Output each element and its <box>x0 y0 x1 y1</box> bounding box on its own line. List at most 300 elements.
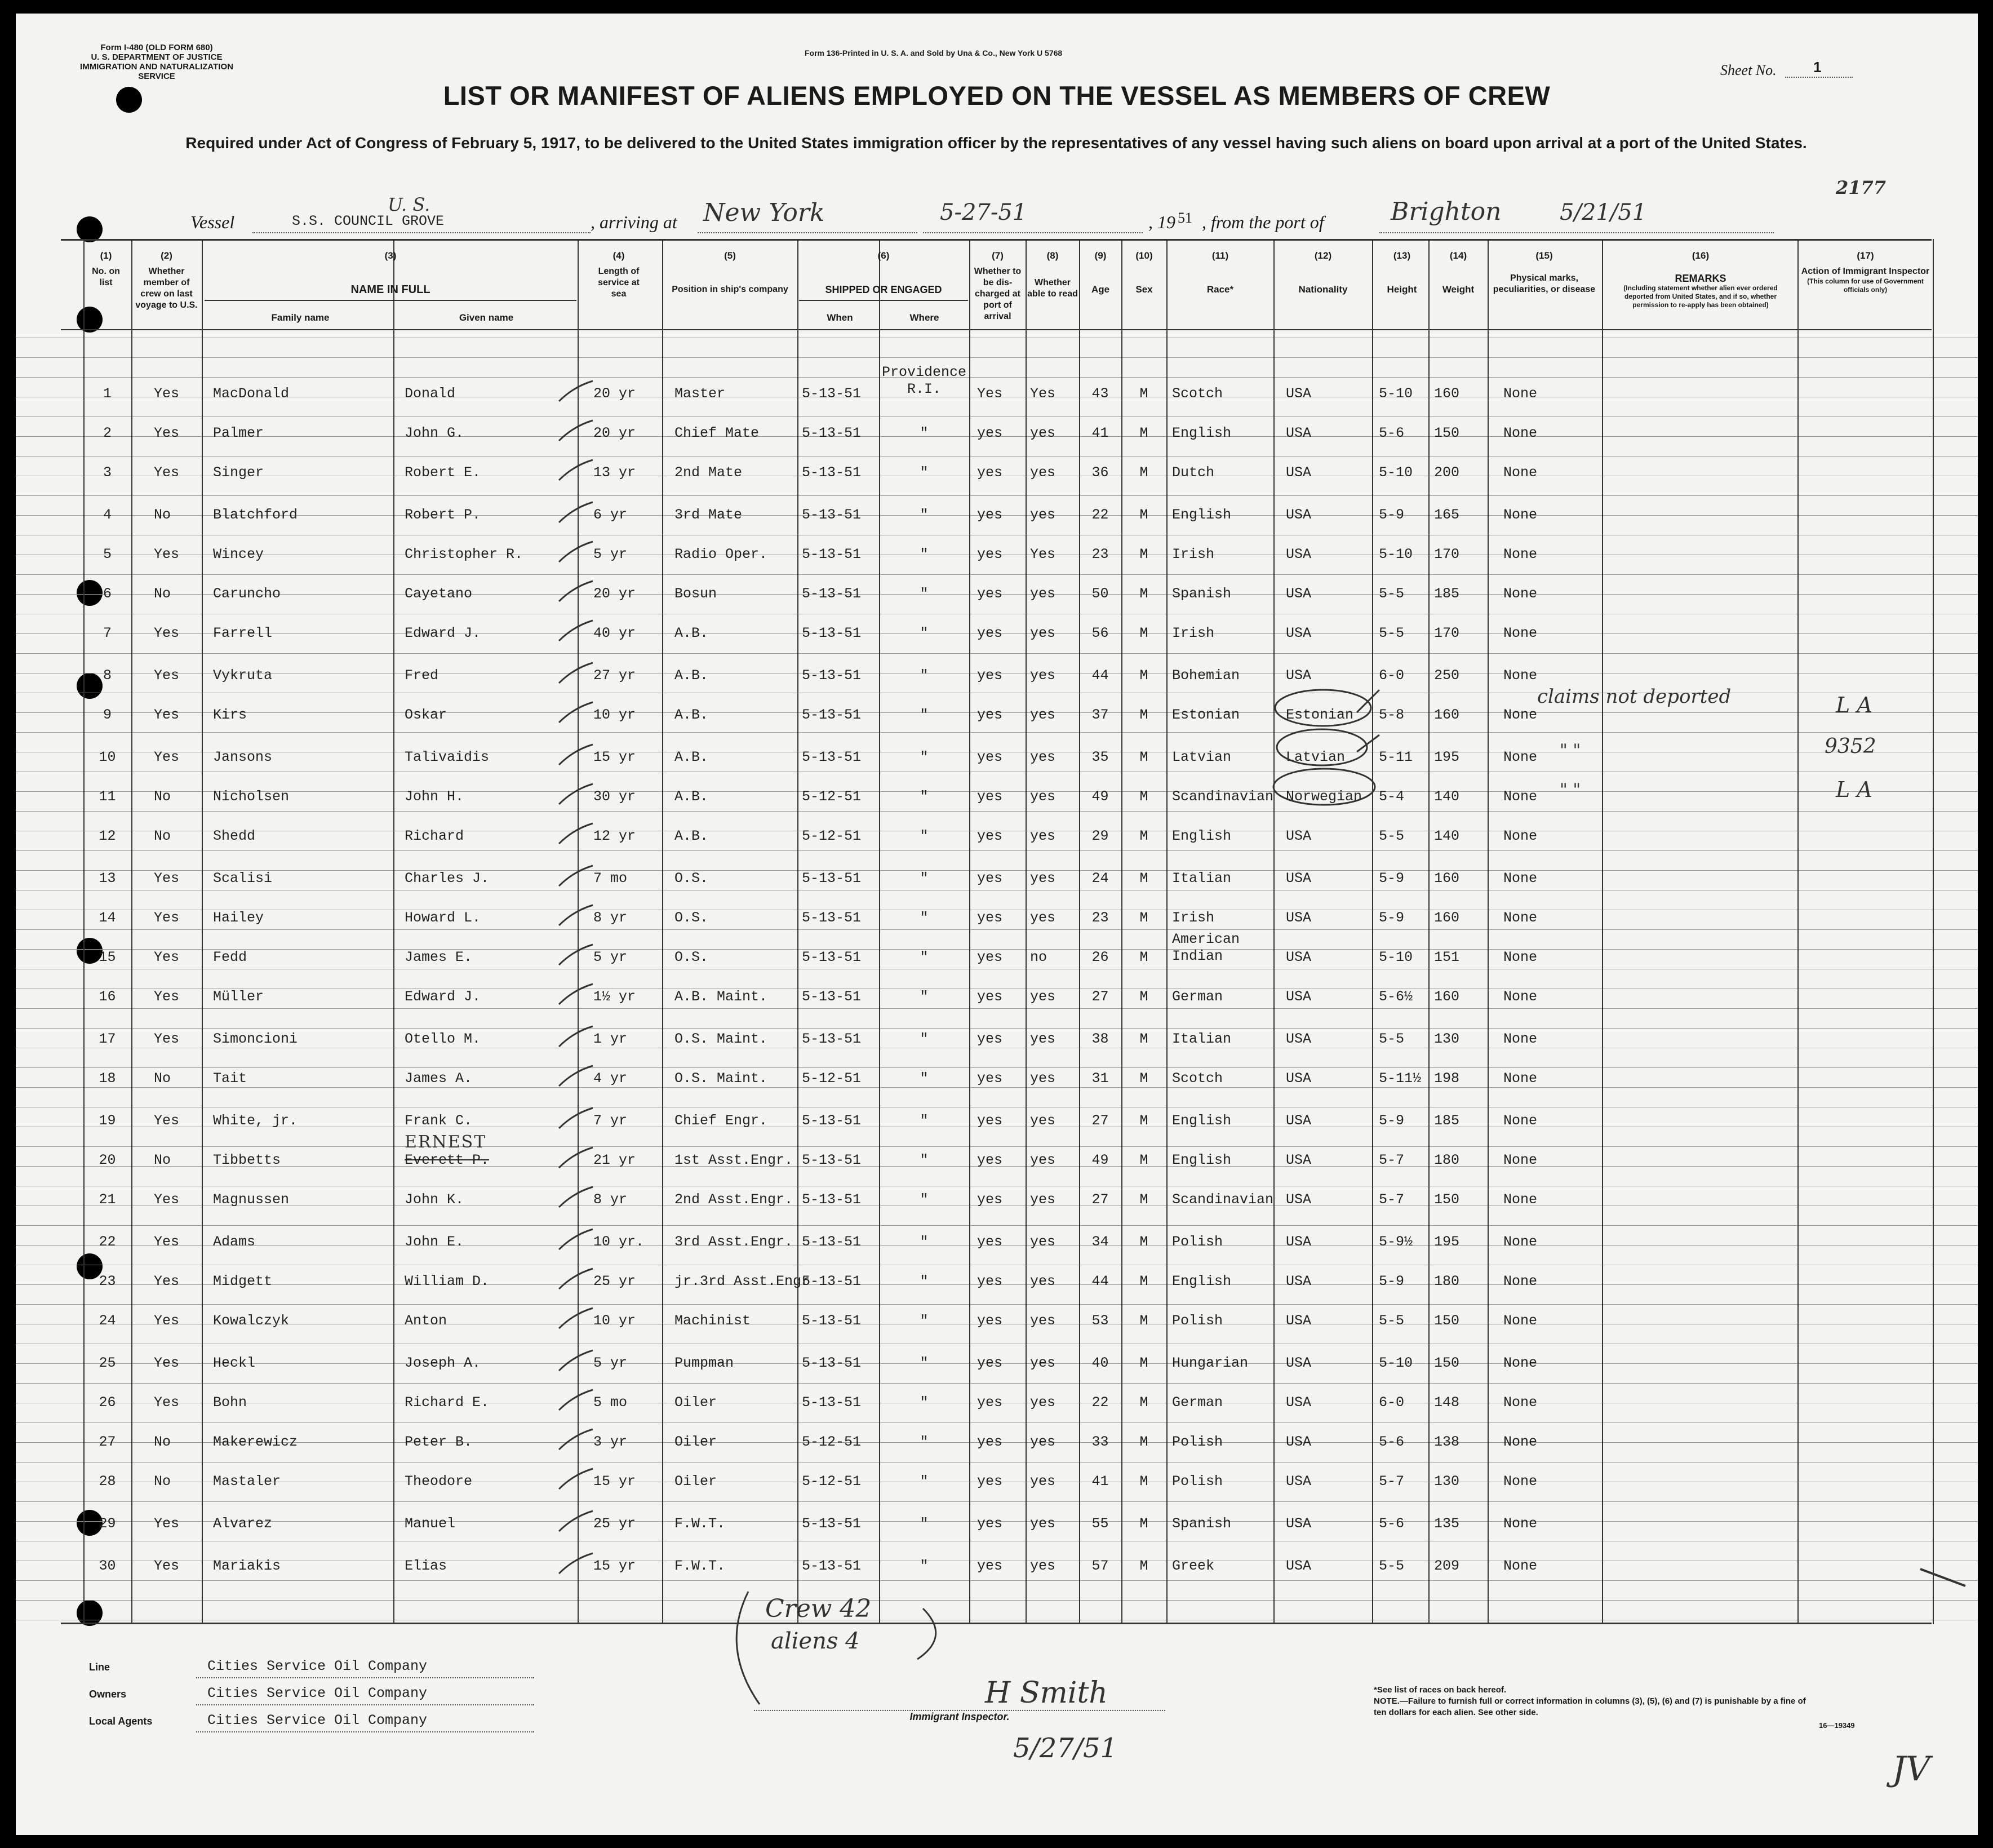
member-value: Yes <box>154 1234 180 1250</box>
given-name: Edward J. <box>405 625 481 641</box>
weight-value: 180 <box>1434 1273 1460 1289</box>
sex-value: M <box>1139 707 1148 723</box>
nationality-value: USA <box>1286 910 1312 926</box>
weight-value: 200 <box>1434 464 1460 481</box>
action-row-10: 9352 <box>1825 735 1876 758</box>
service-length: 25 yr <box>593 1515 636 1532</box>
member-value: Yes <box>154 749 180 765</box>
shipped-when: 5-13-51 <box>802 949 862 965</box>
discharged-value: yes <box>977 707 1003 723</box>
row-number: 16 <box>99 989 116 1005</box>
shipped-when: 5-13-51 <box>802 1273 862 1289</box>
shipped-when: 5-13-51 <box>802 1031 862 1047</box>
age-value: 56 <box>1091 625 1109 641</box>
shipped-where: " <box>920 586 929 602</box>
age-value: 37 <box>1091 707 1109 723</box>
height-value: 5-9 <box>1379 507 1405 523</box>
given-name: Howard L. <box>405 910 481 926</box>
nationality-value: USA <box>1286 1191 1312 1208</box>
member-value: Yes <box>154 385 180 402</box>
member-value: No <box>154 507 171 523</box>
weight-value: 160 <box>1434 385 1460 402</box>
age-value: 22 <box>1091 507 1109 523</box>
shipped-where: " <box>920 707 929 723</box>
position: A.B. <box>674 828 709 844</box>
marks-value: None <box>1503 667 1538 684</box>
nationality-value: USA <box>1286 464 1312 481</box>
weight-value: 170 <box>1434 546 1460 562</box>
marks-value: None <box>1503 788 1538 805</box>
col-note: (Including statement whether alien ever ordered deported from United States, and if so, whether permission to re-apply has been obtained) <box>1623 284 1778 309</box>
col-num: (17) <box>1857 250 1874 261</box>
height-value: 5-5 <box>1379 828 1405 844</box>
race-value: Italian <box>1172 1031 1232 1047</box>
shipped-where: " <box>920 1394 929 1411</box>
discharged-value: yes <box>977 749 1003 765</box>
service-length: 15 yr <box>593 1473 636 1490</box>
footer-company-block <box>61 1654 568 1735</box>
family-name: Bohn <box>213 1394 247 1411</box>
sex-value: M <box>1139 949 1148 965</box>
col-title: Sex <box>1135 284 1153 295</box>
row-number: 21 <box>99 1191 116 1208</box>
race-value: Polish <box>1172 1434 1223 1450</box>
crew-count-note: Crew 42 <box>765 1594 872 1623</box>
race-value: Polish <box>1172 1234 1223 1250</box>
age-value: 34 <box>1091 1234 1109 1250</box>
family-name: Shedd <box>213 828 256 844</box>
height-value: 5-8 <box>1379 707 1405 723</box>
family-name: Blatchford <box>213 507 298 523</box>
service-length: 27 yr <box>593 667 636 684</box>
row-number: 19 <box>99 1113 116 1129</box>
position: 2nd Asst.Engr. <box>674 1191 793 1208</box>
col-num: (8) <box>1046 250 1059 261</box>
sex-value: M <box>1139 1394 1148 1411</box>
position: Radio Oper. <box>674 546 768 562</box>
discharged-value: yes <box>977 1355 1003 1371</box>
read-value: yes <box>1030 625 1056 641</box>
line-value: Cities Service Oil Company <box>207 1658 428 1674</box>
height-value: 5-7 <box>1379 1152 1405 1168</box>
sex-value: M <box>1139 1434 1148 1450</box>
col-num: (11) <box>1211 250 1229 261</box>
sex-value: M <box>1139 625 1148 641</box>
nationality-value: USA <box>1286 1394 1312 1411</box>
family-name: Kowalczyk <box>213 1313 290 1329</box>
service-length: 21 yr <box>593 1152 636 1168</box>
edge-mark <box>1920 1569 1965 1586</box>
col-num: (16) <box>1692 250 1710 261</box>
row-number: 17 <box>99 1031 116 1047</box>
family-name: Heckl <box>213 1355 256 1371</box>
position: A.B. <box>674 749 709 765</box>
age-value: 38 <box>1091 1031 1109 1047</box>
shipped-when: 5-13-51 <box>802 1355 862 1371</box>
marks-value: None <box>1503 910 1538 926</box>
given-name: Joseph A. <box>405 1355 481 1371</box>
nationality-value: USA <box>1286 507 1312 523</box>
height-value: 5-9½ <box>1379 1234 1413 1250</box>
race-value: Irish <box>1172 910 1215 926</box>
action-row-9: L A <box>1836 693 1872 717</box>
weight-value: 250 <box>1434 667 1460 684</box>
service-length: 20 yr <box>593 385 636 402</box>
owners-value: Cities Service Oil Company <box>207 1685 428 1701</box>
race-value: English <box>1172 828 1232 844</box>
col-title: Action of Immigrant Inspector <box>1801 267 1930 276</box>
given-name: Edward J. <box>405 989 481 1005</box>
member-value: Yes <box>154 949 180 965</box>
race-value: Estonian <box>1172 707 1240 723</box>
discharged-value: yes <box>977 870 1003 887</box>
age-value: 41 <box>1091 425 1109 441</box>
weight-value: 165 <box>1434 507 1460 523</box>
row-number: 11 <box>99 788 116 805</box>
read-value: yes <box>1030 989 1056 1005</box>
age-value: 55 <box>1091 1515 1109 1532</box>
age-value: 50 <box>1091 586 1109 602</box>
height-value: 5-4 <box>1379 788 1405 805</box>
col-title: REMARKS <box>1675 273 1726 284</box>
row-number: 18 <box>99 1070 116 1087</box>
given-name: Fred <box>405 667 439 684</box>
col-title: Whether member of crew on last voyage to U.S. <box>135 267 198 310</box>
shipped-where: " <box>920 870 929 887</box>
weight-value: 150 <box>1434 1313 1460 1329</box>
sex-value: M <box>1139 749 1148 765</box>
sex-value: M <box>1139 425 1148 441</box>
weight-value: 130 <box>1434 1031 1460 1047</box>
shipped-when: 5-13-51 <box>802 870 862 887</box>
shipped-when: 5-13-51 <box>802 1234 862 1250</box>
weight-value: 180 <box>1434 1152 1460 1168</box>
row-number: 15 <box>99 949 116 965</box>
service-length: 13 yr <box>593 464 636 481</box>
height-value: 5-9 <box>1379 910 1405 926</box>
row-number: 7 <box>103 625 112 641</box>
nationality-value: USA <box>1286 1031 1312 1047</box>
marks-value: None <box>1503 1152 1538 1168</box>
member-value: Yes <box>154 1355 180 1371</box>
latvian-circle <box>1277 729 1367 765</box>
from-port: Brighton <box>1391 197 1502 226</box>
given-name: Oskar <box>405 707 447 723</box>
col-title: Height <box>1387 284 1417 295</box>
height-value: 5-6½ <box>1379 989 1413 1005</box>
member-value: Yes <box>154 667 180 684</box>
weight-value: 195 <box>1434 1234 1460 1250</box>
given-name: Elias <box>405 1558 447 1574</box>
inspector-signature: H Smith <box>985 1676 1108 1710</box>
read-value: yes <box>1030 1191 1056 1208</box>
discharged-value: yes <box>977 1434 1003 1450</box>
weight-value: 140 <box>1434 788 1460 805</box>
sheet-number: 1 <box>1785 59 1853 78</box>
race-value: Greek <box>1172 1558 1215 1574</box>
col-num: (3) <box>384 250 397 261</box>
marks-value: None <box>1503 546 1538 562</box>
read-value: yes <box>1030 1515 1056 1532</box>
races-note: *See list of races on back hereof. <box>1374 1685 1507 1695</box>
col-title: Length of service at sea <box>598 267 640 299</box>
marks-value: None <box>1503 625 1538 641</box>
remark-row-10: " " <box>1560 741 1581 760</box>
inspector-date: 5/27/51 <box>1013 1732 1118 1764</box>
shipped-where: " <box>920 828 929 844</box>
weight-value: 160 <box>1434 989 1460 1005</box>
sex-value: M <box>1139 788 1148 805</box>
shipped-when: 5-12-51 <box>802 1434 862 1450</box>
sex-value: M <box>1139 546 1148 562</box>
sex-value: M <box>1139 507 1148 523</box>
shipped-when: 5-13-51 <box>802 1313 862 1329</box>
discharged-value: yes <box>977 1473 1003 1490</box>
line-label: Line <box>89 1661 110 1673</box>
race-value: English <box>1172 1152 1232 1168</box>
read-value: yes <box>1030 1394 1056 1411</box>
weight-value: 170 <box>1434 625 1460 641</box>
given-name: Christopher R. <box>405 546 523 562</box>
marks-value: None <box>1503 1515 1538 1532</box>
given-name: Otello M. <box>405 1031 481 1047</box>
family-name: Mariakis <box>213 1558 281 1574</box>
sex-value: M <box>1139 1355 1148 1371</box>
read-value: yes <box>1030 1355 1056 1371</box>
col-num: (14) <box>1449 250 1467 261</box>
height-value: 5-10 <box>1379 546 1413 562</box>
service-length: 20 yr <box>593 586 636 602</box>
service-length: 10 yr. <box>593 1234 645 1250</box>
discharged-value: yes <box>977 989 1003 1005</box>
discharged-value: yes <box>977 910 1003 926</box>
member-value: Yes <box>154 425 180 441</box>
nationality-value: USA <box>1286 1152 1312 1168</box>
given-name: John H. <box>405 788 464 805</box>
height-value: 5-5 <box>1379 586 1405 602</box>
discharged-value: yes <box>977 464 1003 481</box>
given-name: Frank C. <box>405 1113 473 1129</box>
given-name: Everett P. <box>405 1152 490 1168</box>
given-name: Donald <box>405 385 456 402</box>
col-num: (2) <box>161 250 172 261</box>
read-value: yes <box>1030 1152 1056 1168</box>
discharged-value: yes <box>977 949 1003 965</box>
weight-value: 148 <box>1434 1394 1460 1411</box>
read-value: yes <box>1030 425 1056 441</box>
age-value: 22 <box>1091 1394 1109 1411</box>
read-value: yes <box>1030 749 1056 765</box>
member-value: Yes <box>154 989 180 1005</box>
read-value: yes <box>1030 788 1056 805</box>
family-name: Tait <box>213 1070 247 1087</box>
marks-value: None <box>1503 828 1538 844</box>
position: 3rd Asst.Engr. <box>674 1234 793 1250</box>
nationality-value: USA <box>1286 1558 1312 1574</box>
owners-label: Owners <box>89 1689 127 1700</box>
age-value: 40 <box>1091 1355 1109 1371</box>
marks-value: None <box>1503 707 1538 723</box>
family-name: Alvarez <box>213 1515 273 1532</box>
shipped-when: 5-13-51 <box>802 546 862 562</box>
shipped-when: 5-13-51 <box>802 1394 862 1411</box>
family-name: Farrell <box>213 625 273 641</box>
nationality-value: USA <box>1286 546 1312 562</box>
shipped-where: " <box>920 989 929 1005</box>
height-value: 6-0 <box>1379 667 1405 684</box>
read-value: yes <box>1030 707 1056 723</box>
nationality-value: USA <box>1286 828 1312 844</box>
discharged-value: yes <box>977 425 1003 441</box>
marks-value: None <box>1503 1234 1538 1250</box>
col-note: (This column for use of Government officials only) <box>1807 277 1924 294</box>
given-name: Manuel <box>405 1515 456 1532</box>
action-row-11: L A <box>1836 777 1872 802</box>
discharged-value: yes <box>977 1394 1003 1411</box>
age-value: 33 <box>1091 1434 1109 1450</box>
marks-value: None <box>1503 586 1538 602</box>
sex-value: M <box>1139 1558 1148 1574</box>
given-name: Robert E. <box>405 464 481 481</box>
shipped-where: " <box>920 749 929 765</box>
race-value: Polish <box>1172 1473 1223 1490</box>
marks-value: None <box>1503 1355 1538 1371</box>
sex-value: M <box>1139 667 1148 684</box>
position: A.B. <box>674 707 709 723</box>
nationality-value: USA <box>1286 1070 1312 1087</box>
height-value: 5-6 <box>1379 1515 1405 1532</box>
col-title: Whether able to read <box>1027 278 1078 299</box>
race-value: Bohemian <box>1172 667 1240 684</box>
col-title: No. on list <box>92 267 120 287</box>
position: A.B. Maint. <box>674 989 768 1005</box>
given-name: Richard <box>405 828 464 844</box>
family-name: Palmer <box>213 425 264 441</box>
discharged-value: yes <box>977 546 1003 562</box>
sex-value: M <box>1139 385 1148 402</box>
discharged-value: yes <box>977 828 1003 844</box>
weight-value: 150 <box>1434 1191 1460 1208</box>
race-value: English <box>1172 1113 1232 1129</box>
position: Oiler <box>674 1394 717 1411</box>
form-title: LIST OR MANIFEST OF ALIENS EMPLOYED ON THE VESSEL AS MEMBERS OF CREW <box>443 81 1551 110</box>
fine-note: NOTE.—Failure to furnish full or correct information in columns (3), (5), (6) and (7) is punishable by a fine of ten dollars for each alien. See other side. <box>1374 1696 1806 1717</box>
row-number: 24 <box>99 1313 116 1329</box>
height-value: 5-11½ <box>1379 1070 1422 1087</box>
height-value: 5-11 <box>1379 749 1413 765</box>
shipped-where: " <box>920 949 929 965</box>
given-name: Theodore <box>405 1473 473 1490</box>
shipped-when: 5-13-51 <box>802 385 862 402</box>
col-title: Weight <box>1442 284 1475 295</box>
discharged-value: yes <box>977 1273 1003 1289</box>
family-name: Adams <box>213 1234 256 1250</box>
nationality-value: USA <box>1286 425 1312 441</box>
weight-value: 195 <box>1434 749 1460 765</box>
shipped-where: " <box>920 425 929 441</box>
arriving-port: New York <box>703 198 825 227</box>
sex-value: M <box>1139 1473 1148 1490</box>
family-name: Mastaler <box>213 1473 281 1490</box>
footer-owners-row <box>61 1681 568 1708</box>
given-name-header: Given name <box>459 312 514 323</box>
from-label: , from the port of <box>1202 212 1324 232</box>
discharged-value: yes <box>977 1234 1003 1250</box>
family-name: Scalisi <box>213 870 273 887</box>
member-value: Yes <box>154 625 180 641</box>
member-value: Yes <box>154 546 180 562</box>
nationality-value: USA <box>1286 1515 1312 1532</box>
height-value: 5-7 <box>1379 1191 1405 1208</box>
shipped-where: " <box>920 1070 929 1087</box>
race-value: Scandinavian <box>1172 1191 1274 1208</box>
row-number: 10 <box>99 749 116 765</box>
marks-value: None <box>1503 989 1538 1005</box>
col-title: NAME IN FULL <box>350 283 430 296</box>
given-name: Talivaidis <box>405 749 490 765</box>
discharged-value: yes <box>977 1558 1003 1574</box>
nationality-value: USA <box>1286 1313 1312 1329</box>
read-value: yes <box>1030 1031 1056 1047</box>
read-value: yes <box>1030 507 1056 523</box>
shipped-when: 5-13-51 <box>802 667 862 684</box>
age-value: 36 <box>1091 464 1109 481</box>
read-value: Yes <box>1030 385 1056 402</box>
position: Chief Mate <box>674 425 760 441</box>
check-mark <box>1357 690 1379 712</box>
sex-value: M <box>1139 1031 1148 1047</box>
weight-value: 130 <box>1434 1473 1460 1490</box>
weight-value: 160 <box>1434 870 1460 887</box>
given-name: Cayetano <box>405 586 473 602</box>
sex-value: M <box>1139 464 1148 481</box>
service: IMMIGRATION AND NATURALIZATION SERVICE <box>80 62 233 81</box>
estonian-circle <box>1275 690 1371 726</box>
nationality-value: USA <box>1286 1234 1312 1250</box>
shipped-when: 5-13-51 <box>802 425 862 441</box>
shipped-where: " <box>920 507 929 523</box>
position: O.S. Maint. <box>674 1070 768 1087</box>
col-num: (12) <box>1314 250 1332 261</box>
age-value: 35 <box>1091 749 1109 765</box>
footer-line-row <box>61 1654 568 1681</box>
service-length: 40 yr <box>593 625 636 641</box>
age-value: 41 <box>1091 1473 1109 1490</box>
discharged-value: yes <box>977 1070 1003 1087</box>
vessel-label: Vessel <box>190 212 235 232</box>
race-value: Irish <box>1172 625 1215 641</box>
position: O.S. <box>674 870 709 887</box>
family-name: Vykruta <box>213 667 273 684</box>
position: F.W.T. <box>674 1515 726 1532</box>
nationality-value: USA <box>1286 1473 1312 1490</box>
member-value: Yes <box>154 1113 180 1129</box>
race-value: Spanish <box>1172 586 1232 602</box>
col-num: (5) <box>724 250 736 261</box>
form-code: 16—19349 <box>1819 1721 1855 1730</box>
vessel-name: S.S. COUNCIL GROVE <box>292 213 445 229</box>
family-name: Singer <box>213 464 264 481</box>
read-value: yes <box>1030 1273 1056 1289</box>
marks-value: None <box>1503 385 1538 402</box>
position: F.W.T. <box>674 1558 726 1574</box>
member-value: Yes <box>154 910 180 926</box>
col-num: (6) <box>877 250 890 261</box>
service-length: 15 yr <box>593 749 636 765</box>
given-name: John G. <box>405 425 464 441</box>
member-value: Yes <box>154 1313 180 1329</box>
given-name: Richard E. <box>405 1394 490 1411</box>
